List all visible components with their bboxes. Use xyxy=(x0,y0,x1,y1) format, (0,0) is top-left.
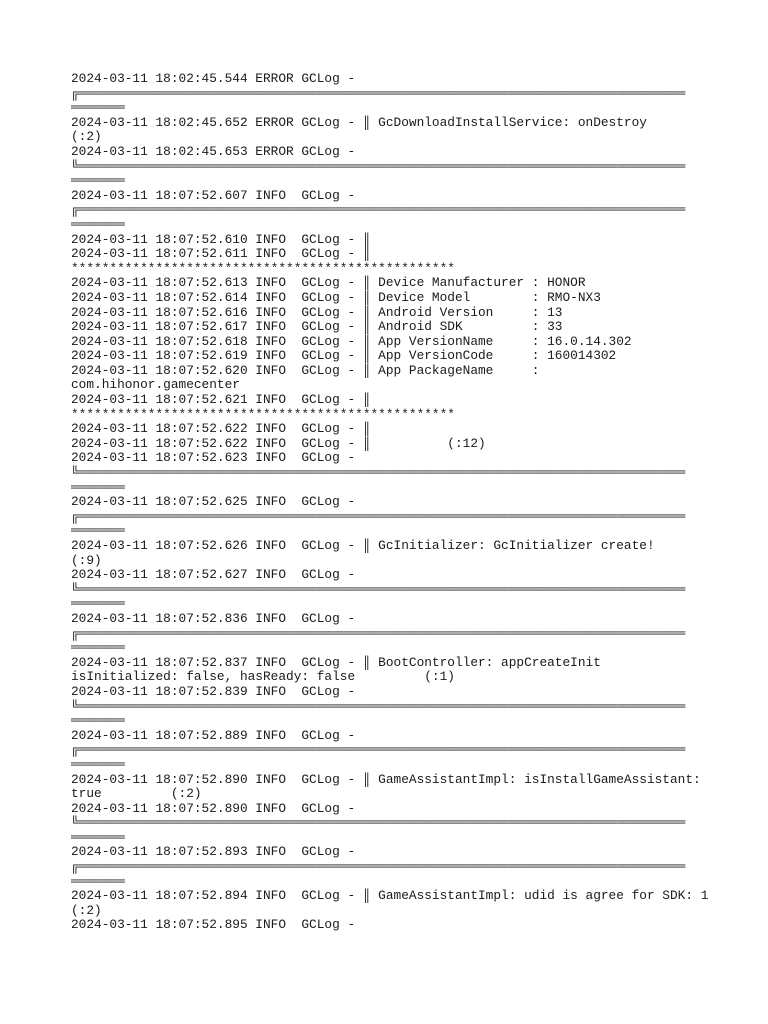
log-line: 2024-03-11 18:07:52.619 INFO GCLog - ║ App VersionCode : 160014302 xyxy=(71,348,617,364)
log-line: 2024-03-11 18:07:52.839 INFO GCLog - xyxy=(71,683,356,699)
log-line: 2024-03-11 18:07:52.620 INFO GCLog - ║ App PackageName : xyxy=(71,362,540,378)
log-line: 2024-03-11 18:07:52.622 INFO GCLog - ║ (:12) xyxy=(71,435,486,451)
log-line: 2024-03-11 18:07:52.618 INFO GCLog - ║ App VersionName : 16.0.14.302 xyxy=(71,333,632,349)
log-line: 2024-03-11 18:07:52.607 INFO GCLog - xyxy=(71,187,356,203)
log-line: ═══════ xyxy=(71,523,125,539)
log-line: 2024-03-11 18:02:45.544 ERROR GCLog - xyxy=(71,72,356,86)
log-line: 2024-03-11 18:07:52.613 INFO GCLog - ║ Device Manufacturer : HONOR xyxy=(71,275,586,291)
log-line: ╔═══════════════════════════════════════════════════════════════════════════════ xyxy=(71,625,686,641)
log-line: 2024-03-11 18:07:52.889 INFO GCLog - xyxy=(71,727,356,743)
log-line: 2024-03-11 18:07:52.626 INFO GCLog - ║ GcInitializer: GcInitializer create! xyxy=(71,538,655,553)
log-line: ╔═══════════════════════════════════════════════════════════════════════════════ xyxy=(71,85,686,101)
log-line: ************************************************** xyxy=(71,406,455,422)
log-line: 2024-03-11 18:07:52.836 INFO GCLog - xyxy=(71,610,356,626)
log-line: (:2) xyxy=(71,902,102,918)
log-line: ═══════ xyxy=(71,873,125,889)
log-document xyxy=(71,72,711,933)
log-line: 2024-03-11 18:02:45.652 ERROR GCLog - ║ GcDownloadInstallService: onDestroy xyxy=(71,114,647,130)
log-line: 2024-03-11 18:07:52.627 INFO GCLog - xyxy=(71,567,356,583)
log-line: 2024-03-11 18:07:52.625 INFO GCLog - xyxy=(71,494,356,510)
log-line: ═══════ xyxy=(71,216,125,232)
log-line: 2024-03-11 18:07:52.614 INFO GCLog - ║ Device Model : RMO-NX3 xyxy=(71,289,601,305)
log-line: 2024-03-11 18:07:52.837 INFO GCLog - ║ BootController: appCreateInit xyxy=(71,654,601,670)
log-line: isInitialized: false, hasReady: false (:1) xyxy=(71,669,455,685)
log-line: 2024-03-11 18:07:52.895 INFO GCLog - xyxy=(71,917,356,933)
log-line: ╚═══════════════════════════════════════════════════════════════════════════════ xyxy=(71,465,686,481)
log-line: 2024-03-11 18:07:52.610 INFO GCLog - ║ xyxy=(71,231,371,247)
log-line: 2024-03-11 18:07:52.621 INFO GCLog - ║ xyxy=(71,392,371,408)
log-line: 2024-03-11 18:07:52.890 INFO GCLog - ║ GameAssistantImpl: isInstallGameAssistant: xyxy=(71,771,701,787)
log-line: 2024-03-11 18:02:45.653 ERROR GCLog - xyxy=(71,143,356,159)
log-line: ╔═══════════════════════════════════════════════════════════════════════════════ xyxy=(71,742,686,758)
log-line: ═══════ xyxy=(71,640,125,656)
log-line: 2024-03-11 18:07:52.894 INFO GCLog - ║ GameAssistantImpl: udid is agree for SDK: 1 xyxy=(71,888,709,904)
log-line: ═══════ xyxy=(71,596,125,612)
log-line: ═══════ xyxy=(71,829,125,845)
log-line: ═══════ xyxy=(71,173,125,189)
log-line: 2024-03-11 18:07:52.616 INFO GCLog - ║ Android Version : 13 xyxy=(71,304,563,320)
log-line: ╔═══════════════════════════════════════════════════════════════════════════════ xyxy=(71,202,686,218)
log-line: ************************************************** xyxy=(71,260,455,276)
log-line: ═══════ xyxy=(71,479,125,495)
log-line: ╔═══════════════════════════════════════════════════════════════════════════════ xyxy=(71,859,686,875)
log-line: 2024-03-11 18:07:52.622 INFO GCLog - ║ xyxy=(71,421,371,437)
log-line: ╚═══════════════════════════════════════════════════════════════════════════════ xyxy=(71,815,686,831)
log-line: true (:2) xyxy=(71,786,202,802)
log-line: ═══════ xyxy=(71,100,125,116)
log-line: 2024-03-11 18:07:52.611 INFO GCLog - ║ xyxy=(71,246,371,262)
log-line: (:2) xyxy=(71,129,102,145)
log-line: com.hihonor.gamecenter xyxy=(71,377,240,393)
log-line: ═══════ xyxy=(71,713,125,729)
log-line: 2024-03-11 18:07:52.617 INFO GCLog - ║ Android SDK : 33 xyxy=(71,319,563,335)
log-line: ═══════ xyxy=(71,756,125,772)
log-line: 2024-03-11 18:07:52.893 INFO GCLog - xyxy=(71,844,356,860)
log-line: ╚═══════════════════════════════════════════════════════════════════════════════ xyxy=(71,581,686,597)
log-line: ╚═══════════════════════════════════════════════════════════════════════════════ xyxy=(71,698,686,714)
log-line: 2024-03-11 18:07:52.890 INFO GCLog - xyxy=(71,800,356,816)
log-line: (:9) xyxy=(71,552,102,568)
log-line: ╚═══════════════════════════════════════════════════════════════════════════════ xyxy=(71,158,686,174)
log-line: ╔═══════════════════════════════════════════════════════════════════════════════ xyxy=(71,508,686,524)
log-line: 2024-03-11 18:07:52.623 INFO GCLog - xyxy=(71,450,356,466)
